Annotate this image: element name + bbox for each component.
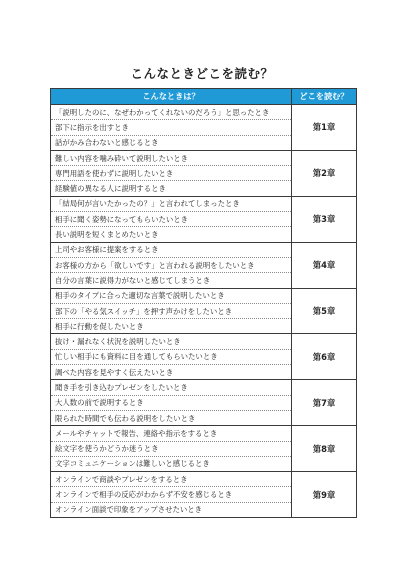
table-row <box>51 288 357 303</box>
situation-column-header: こんなときは？ <box>51 89 292 105</box>
situation-cell: 話がかみ合わないと感じるとき <box>51 135 292 150</box>
situation-cell: 絵文字を使うかどうか迷うとき <box>51 441 292 456</box>
situation-cell: 上司やお客様に提案をするとき <box>51 242 292 257</box>
chapter-cell: 第7章 <box>292 380 357 426</box>
situation-cell: 調べた内容を見やすく伝えたいとき <box>51 365 292 380</box>
situation-cell: 長い説明を短くまとめたいとき <box>51 227 292 242</box>
page-title: こんなときどこを読む？ <box>130 66 274 81</box>
situation-cell: 大人数の前で説明するとき <box>51 395 292 410</box>
chapter-column-header: どこを読む？ <box>292 89 357 105</box>
chapter-cell: 第8章 <box>292 426 357 472</box>
chapter-cell: 第9章 <box>292 472 357 518</box>
situation-cell: メールやチャットで報告、連絡や指示をするとき <box>51 426 292 441</box>
situation-cell: 「結局何が言いたかったの？」と言われてしまったとき <box>51 196 292 211</box>
chapter-cell: 第2章 <box>292 150 357 196</box>
table-row <box>51 105 357 120</box>
situation-cell: 部下の「やる気スイッチ」を押す声かけをしたいとき <box>51 303 292 318</box>
table-row <box>51 380 357 395</box>
chapter-cell: 第6章 <box>292 334 357 380</box>
guide-table <box>50 88 357 518</box>
situation-cell: お客様の方から「欲しいです」と言われる説明をしたいとき <box>51 257 292 272</box>
situation-cell: 相手のタイプに合った適切な言葉で説明したいとき <box>51 288 292 303</box>
situation-cell: オンラインで相手の反応がわからず不安を感じるとき <box>51 487 292 502</box>
table-row <box>51 334 357 349</box>
situation-cell: 聞き手を引き込むプレゼンをしたいとき <box>51 380 292 395</box>
situation-cell: 文字コミュニケーションは難しいと感じるとき <box>51 456 292 471</box>
table-row <box>51 150 357 165</box>
chapter-cell: 第4章 <box>292 242 357 288</box>
situation-cell: 専門用語を使わずに説明したいとき <box>51 166 292 181</box>
situation-cell: 相手に聞く姿勢になってもらいたいとき <box>51 212 292 227</box>
situation-cell: 自分の言葉に説得力がないと感じてしまうとき <box>51 273 292 288</box>
situation-cell: 相手に行動を促したいとき <box>51 319 292 334</box>
situation-cell: 経験値の異なる人に説明するとき <box>51 181 292 196</box>
chapter-cell: 第1章 <box>292 105 357 151</box>
table-row <box>51 472 357 487</box>
situation-cell: 限られた時間でも伝わる説明をしたいとき <box>51 410 292 425</box>
table-row <box>51 242 357 257</box>
situation-cell: 難しい内容を噛み砕いて説明したいとき <box>51 150 292 165</box>
situation-cell: 部下に指示を出すとき <box>51 120 292 135</box>
situation-cell: 忙しい相手にも資料に目を通してもらいたいとき <box>51 349 292 364</box>
situation-cell: 抜け・漏れなく状況を説明したいとき <box>51 334 292 349</box>
situation-cell: 「説明したのに、なぜわかってくれないのだろう」と思ったとき <box>51 105 292 120</box>
table-row <box>51 426 357 441</box>
chapter-cell: 第3章 <box>292 196 357 242</box>
situation-cell: オンラインで商談やプレゼンをするとき <box>51 472 292 487</box>
chapter-cell: 第5章 <box>292 288 357 334</box>
table-header-row <box>51 89 357 105</box>
situation-cell: オンライン面談で印象をアップさせたいとき <box>51 502 292 517</box>
table-row <box>51 196 357 211</box>
